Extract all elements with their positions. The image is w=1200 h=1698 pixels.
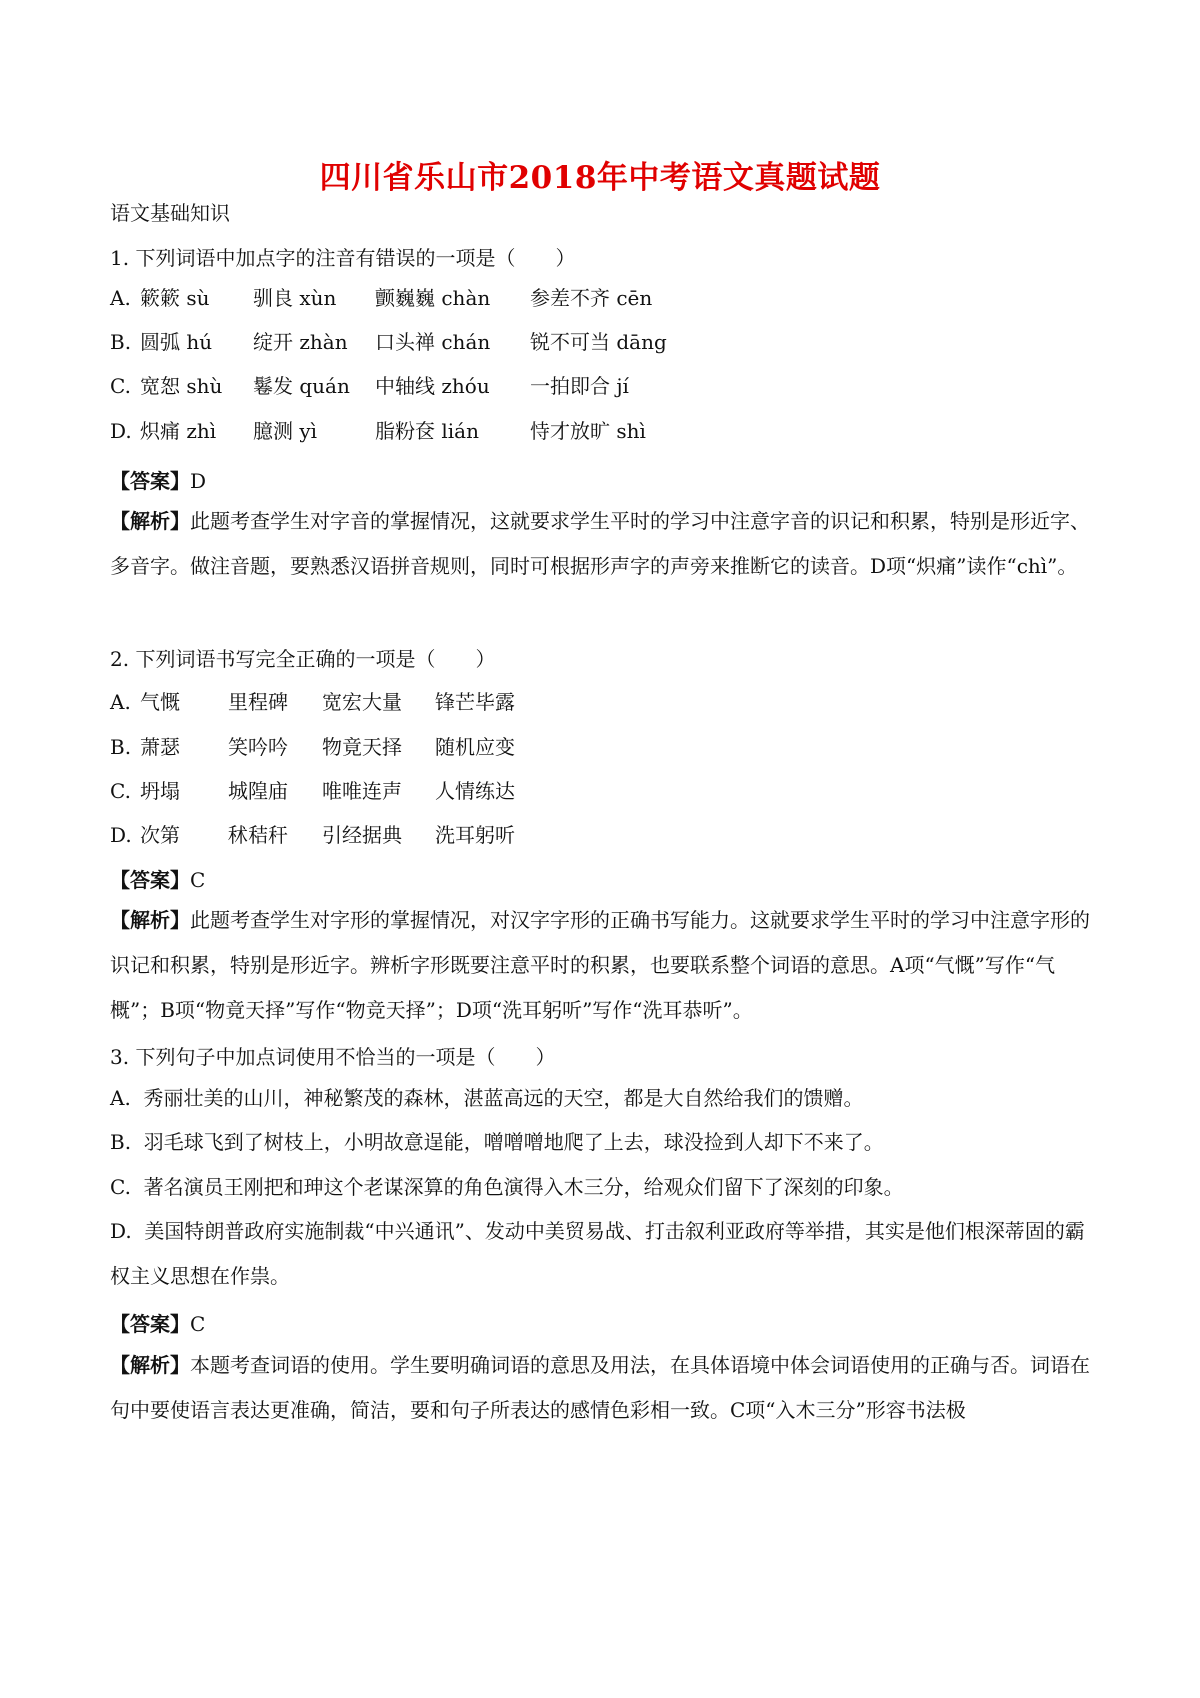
option-text: 美国特朗普政府实施制裁“中兴通讯”、发动中美贸易战、打击叙利亚政府等举措，其实是他们根深蒂固的霸权主义思想在作祟。	[110, 1219, 1085, 1288]
option-item: 笑吟吟	[228, 735, 288, 759]
option-item: 锐不可当 dāng	[530, 330, 667, 354]
section-heading: 语文基础知识	[110, 201, 230, 225]
option-label: B.	[110, 1130, 132, 1154]
q3-stem: 3. 下列句子中加点词使用不恰当的一项是（ ）	[110, 1045, 556, 1069]
option-label: A.	[110, 1086, 131, 1110]
q3-option-b	[110, 1120, 1100, 1165]
option-label: D.	[110, 823, 132, 847]
option-item: 秫秸秆	[228, 823, 288, 847]
option-item: 宽恕 shù	[140, 374, 223, 398]
option-item: 炽痛 zhì	[140, 419, 217, 443]
analysis-tag: 【解析】	[110, 509, 190, 533]
page-title: 四川省乐山市2018年中考语文真题试题	[319, 160, 881, 196]
answer-tag: 【答案】	[110, 469, 190, 493]
option-item: 里程碑	[228, 690, 288, 714]
option-item: 圆弧 hú	[140, 330, 213, 354]
option-item: 洗耳躬听	[435, 823, 515, 847]
answer-tag: 【答案】	[110, 1312, 190, 1336]
answer-value: C	[190, 1312, 206, 1336]
q1-analysis	[110, 499, 1100, 589]
option-label: C.	[110, 779, 131, 803]
option-item: 城隍庙	[228, 779, 288, 803]
analysis-text: 此题考查学生对字形的掌握情况，对汉字字形的正确书写能力。这就要求学生平时的学习中注意字形的识记和积累，特别是形近字。辨析字形既要注意平时的积累，也要联系整个词语的意思。A项“气慨”写作“气概”；B项“物竟天择”写作“物竞天择”；D项“洗耳躬听”写作“洗耳恭听”。	[110, 908, 1090, 1022]
option-item: 唯唯连声	[322, 779, 402, 803]
analysis-text: 此题考查学生对字音的掌握情况，这就要求学生平时的学习中注意字音的识记和积累，特别是形近字、多音字。做注音题，要熟悉汉语拼音规则，同时可根据形声字的声旁来推断它的读音。D项“炽痛”读作“chì”。	[110, 509, 1090, 578]
answer-value: D	[190, 469, 207, 493]
q3-analysis	[110, 1343, 1100, 1433]
option-item: 恃才放旷 shì	[530, 419, 646, 443]
option-item: 中轴线 zhóu	[375, 374, 490, 398]
q2-analysis	[110, 898, 1100, 1033]
option-text: 秀丽壮美的山川，神秘繁茂的森林，湛蓝高远的天空，都是大自然给我们的馈赠。	[143, 1086, 864, 1110]
option-item: 簌簌 sù	[140, 286, 210, 310]
option-item: 臆测 yì	[253, 419, 318, 443]
answer-tag: 【答案】	[110, 868, 190, 892]
option-text: 著名演员王刚把和珅这个老谋深算的角色演得入木三分，给观众们留下了深刻的印象。	[143, 1175, 904, 1199]
option-item: 绽开 zhàn	[253, 330, 348, 354]
option-item: 脂粉奁 lián	[375, 419, 479, 443]
q3-option-d	[110, 1209, 1100, 1299]
option-text: 羽毛球飞到了树枝上，小明故意逞能，噌噌噌地爬了上去，球没捡到人却下不来了。	[143, 1130, 884, 1154]
q2-stem: 2. 下列词语书写完全正确的一项是（ ）	[110, 647, 496, 671]
option-item: 宽宏大量	[322, 690, 402, 714]
option-label: A.	[110, 286, 131, 310]
analysis-tag: 【解析】	[110, 1353, 190, 1377]
option-item: 人情练达	[435, 779, 515, 803]
q2-answer	[110, 867, 205, 893]
analysis-tag: 【解析】	[110, 908, 190, 932]
option-item: 一拍即合 jí	[530, 374, 629, 398]
option-label: B.	[110, 330, 132, 354]
option-item: 颤巍巍 chàn	[375, 286, 491, 310]
option-item: 物竟天择	[322, 735, 402, 759]
option-item: 坍塌	[140, 779, 180, 803]
answer-value: C	[190, 868, 206, 892]
analysis-text: 本题考查词语的使用。学生要明确词语的意思及用法，在具体语境中体会词语使用的正确与否。词语在句中要使语言表达更准确，简洁，要和句子所表达的感情色彩相一致。C项“入木三分”形容书法极	[110, 1353, 1090, 1422]
option-item: 参差不齐 cēn	[530, 286, 653, 310]
option-label: D.	[110, 419, 132, 443]
option-item: 萧瑟	[140, 735, 180, 759]
option-label: C.	[110, 374, 131, 398]
option-item: 引经据典	[322, 823, 402, 847]
option-label: A.	[110, 690, 131, 714]
q1-answer	[110, 468, 206, 494]
q3-option-a	[110, 1076, 1100, 1121]
option-item: 驯良 xùn	[253, 286, 337, 310]
option-label: B.	[110, 735, 132, 759]
q3-option-c	[110, 1165, 1100, 1210]
option-label: D.	[110, 1219, 132, 1243]
option-item: 气慨	[140, 690, 180, 714]
option-item: 锋芒毕露	[435, 690, 515, 714]
option-item: 鬈发 quán	[253, 374, 350, 398]
option-item: 口头禅 chán	[375, 330, 491, 354]
option-label: C.	[110, 1175, 131, 1199]
q1-stem: 1. 下列词语中加点字的注音有错误的一项是（ ）	[110, 246, 576, 270]
option-item: 随机应变	[435, 735, 515, 759]
option-item: 次第	[140, 823, 180, 847]
q3-answer	[110, 1311, 205, 1337]
